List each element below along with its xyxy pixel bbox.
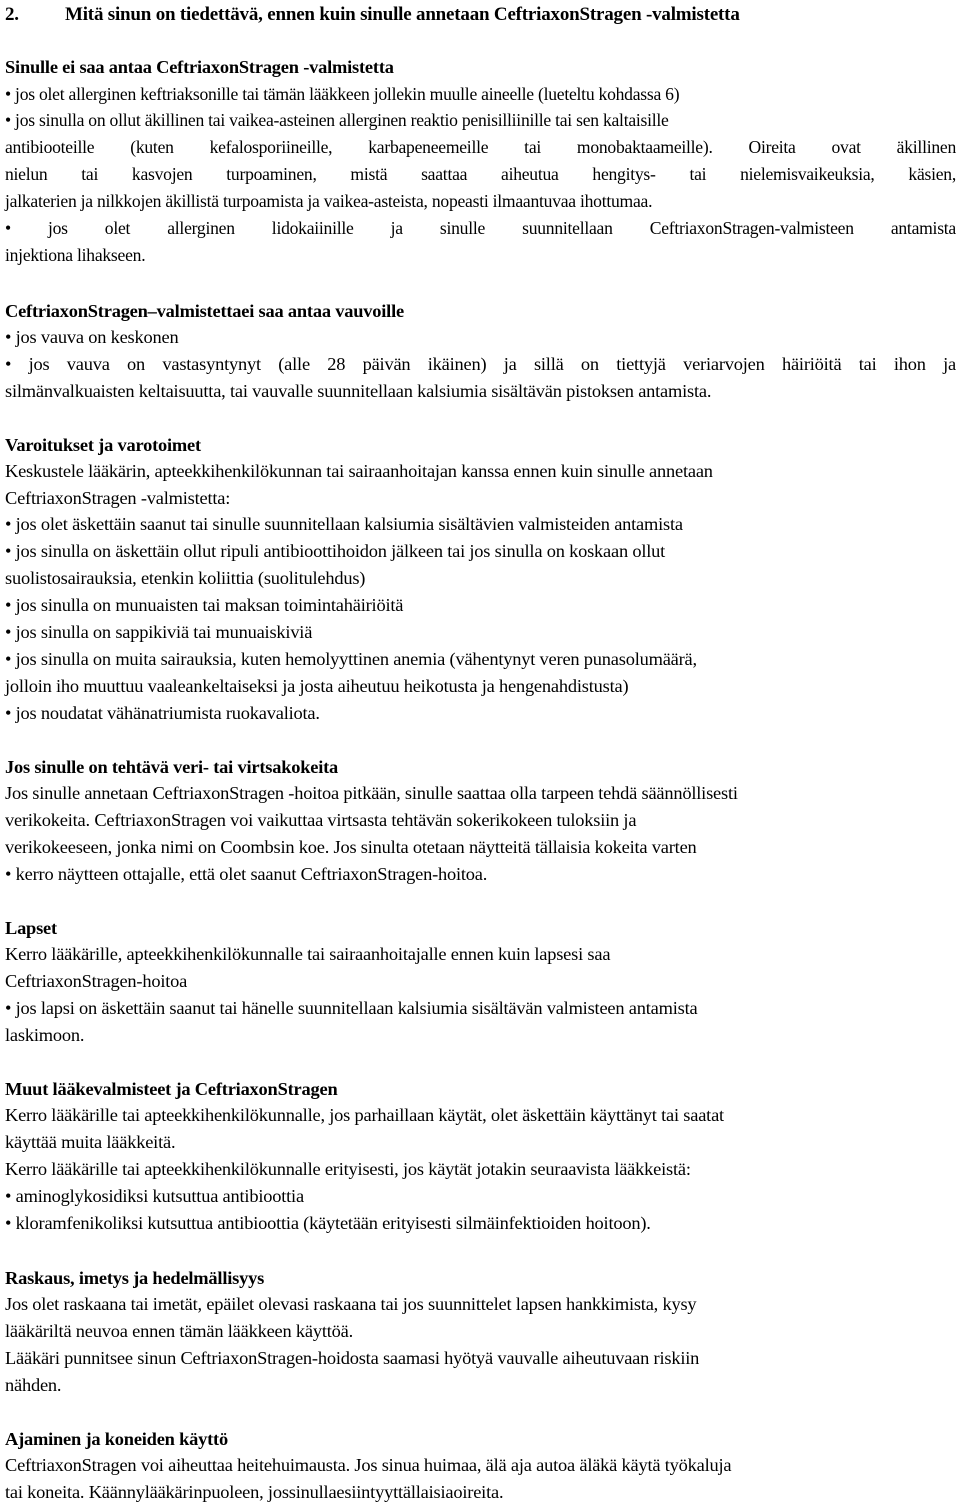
paragraph-line: Keskustele lääkärin, apteekkihenkilökunnan tai sairaanhoitajan kanssa ennen kuin sinulle annetaan — [5, 461, 713, 481]
driving-heading: Ajaminen ja koneiden käyttö — [5, 1429, 228, 1449]
list-item: • jos olet allerginen keftriaksonille tai tämän lääkkeen jollekin muulle aineelle (lueteltu kohdassa 6) — [5, 84, 680, 104]
paragraph-line: verikokeeseen, jonka nimi on Coombsin koe. Jos sinulta otetaan näytteitä tällaisia kokeita varten — [5, 837, 697, 857]
paragraph-line: nähden. — [5, 1375, 62, 1395]
list-item: • jos vauva on keskonen — [5, 327, 179, 347]
paragraph-line: tai koneita. Käännylääkärinpuoleen, jossinullaesiintyyttällaisiaoireita. — [5, 1482, 504, 1502]
paragraph-line: suolistosairauksia, etenkin koliittia (suolitulehdus) — [5, 568, 366, 588]
list-item: • jos sinulla on äskettäin ollut ripuli antibioottihoidon jälkeen tai jos sinulla on koskaan ollut — [5, 541, 666, 561]
list-item: • jos noudatat vähänatriumista ruokavaliota. — [5, 703, 320, 723]
blood-tests-heading: Jos sinulle on tehtävä veri- tai virtsakokeita — [5, 757, 339, 777]
paragraph-line: Kerro lääkärille tai apteekkihenkilökunnalle, jos parhaillaan käytät, olet äskettäin käyttänyt tai saatat — [5, 1105, 724, 1125]
list-item: • aminoglykosidiksi kutsuttua antibioottia — [5, 1186, 304, 1206]
list-item: • jos sinulla on sappikiviä tai munuaiskiviä — [5, 622, 313, 642]
paragraph-line: Kerro lääkärille, apteekkihenkilökunnalle tai sairaanhoitajalle ennen kuin lapsesi saa — [5, 944, 611, 964]
paragraph-line: käyttää muita lääkkeitä. — [5, 1132, 176, 1152]
babies-heading: CeftriaxonStragen–valmistettaei saa antaa vauvoille — [5, 301, 404, 321]
paragraph-line: laskimoon. — [5, 1025, 85, 1045]
list-item: • kerro näytteen ottajalle, että olet saanut CeftriaxonStragen-hoitoa. — [5, 864, 488, 884]
paragraph-line: jolloin iho muuttuu vaaleankeltaiseksi ja josta aiheutuu heikotusta ja hengenahdistusta) — [5, 676, 629, 696]
warnings-heading: Varoitukset ja varotoimet — [5, 435, 201, 455]
paragraph-line: CeftriaxonStragen voi aiheuttaa heitehuimausta. Jos sinua huimaa, älä aja autoa äläkä käytä työkaluja — [5, 1455, 732, 1475]
children-heading: Lapset — [5, 918, 57, 938]
list-item: • jos vauva on vastasyntynyt (alle 28 päivän ikäinen) ja sillä on tiettyjä veriarvojen häiriöitä tai ihon ja — [5, 354, 956, 374]
list-item: • jos olet allerginen lidokaiinille ja sinulle suunnitellaan CeftriaxonStragen-valmisteen antamista — [5, 218, 956, 238]
paragraph-line: injektiona lihakseen. — [5, 245, 146, 265]
list-item: • jos sinulla on munuaisten tai maksan toimintahäiriöitä — [5, 595, 404, 615]
contraindications-heading: Sinulle ei saa antaa CeftriaxonStragen -valmistetta — [5, 57, 394, 77]
list-item: • jos lapsi on äskettäin saanut tai hänelle suunnitellaan kalsiumia sisältävän valmisteen antamista — [5, 998, 698, 1018]
paragraph-line: Lääkäri punnitsee sinun CeftriaxonStragen-hoidosta saamasi hyötyä vauvalle aiheutuvaan riskiin — [5, 1348, 700, 1368]
list-item: • jos sinulla on ollut äkillinen tai vaikea-asteinen allerginen reaktio penisilliinille tai sen kaltaisille — [5, 110, 669, 130]
section-number: 2. — [5, 4, 19, 25]
paragraph-line: Jos olet raskaana tai imetät, epäilet olevasi raskaana tai jos suunnittelet lapsen hankkimista, kysy — [5, 1294, 697, 1314]
paragraph-line: CeftriaxonStragen-hoitoa — [5, 971, 188, 991]
paragraph-line: Jos sinulle annetaan CeftriaxonStragen -hoitoa pitkään, sinulle saattaa olla tarpeen tehdä säännöllisesti — [5, 783, 738, 803]
paragraph-line: antibiooteille (kuten kefalosporiineille, karbapeneemeille tai monobaktaameille). Oireita ovat äkillinen — [5, 137, 956, 157]
paragraph-line: lääkäriltä neuvoa ennen tämän lääkkeen käyttöä. — [5, 1321, 354, 1341]
list-item: • kloramfenikoliksi kutsuttua antibioottia (käytetään erityisesti silmäinfektioiden hoitoon). — [5, 1213, 651, 1233]
paragraph-line: jalkaterien ja nilkkojen äkillistä turpoamista ja vaikea-asteista, nopeasti ilmaantuvaa ihottumaa. — [5, 191, 653, 211]
list-item: • jos sinulla on muita sairauksia, kuten hemolyyttinen anemia (vähentynyt veren punasolumäärä, — [5, 649, 697, 669]
pregnancy-heading: Raskaus, imetys ja hedelmällisyys — [5, 1268, 265, 1288]
other-medicines-heading: Muut lääkevalmisteet ja CeftriaxonStragen — [5, 1079, 338, 1099]
paragraph-line: Kerro lääkärille tai apteekkihenkilökunnalle erityisesti, jos käytät jotakin seuraavista lääkkeistä: — [5, 1159, 691, 1179]
paragraph-line: silmänvalkuaisten keltaisuutta, tai vauvalle suunnitellaan kalsiumia sisältävän pistoksen antamista. — [5, 381, 712, 401]
paragraph-line: nielun tai kasvojen turpoaminen, mistä saattaa aiheutua hengitys- tai nielemisvaikeuksia, käsien, — [5, 164, 956, 184]
paragraph-line: CeftriaxonStragen -valmistetta: — [5, 488, 231, 508]
section-title — [5, 3, 956, 27]
paragraph-line: verikokeita. CeftriaxonStragen voi vaikuttaa virtsasta tehtävän sokerikokeen tuloksiin ja — [5, 810, 637, 830]
list-item: • jos olet äskettäin saanut tai sinulle suunnitellaan kalsiumia sisältävien valmisteiden antamista — [5, 514, 683, 534]
section-title-text: Mitä sinun on tiedettävä, ennen kuin sinulle annetaan CeftriaxonStragen -valmistetta — [65, 4, 740, 25]
